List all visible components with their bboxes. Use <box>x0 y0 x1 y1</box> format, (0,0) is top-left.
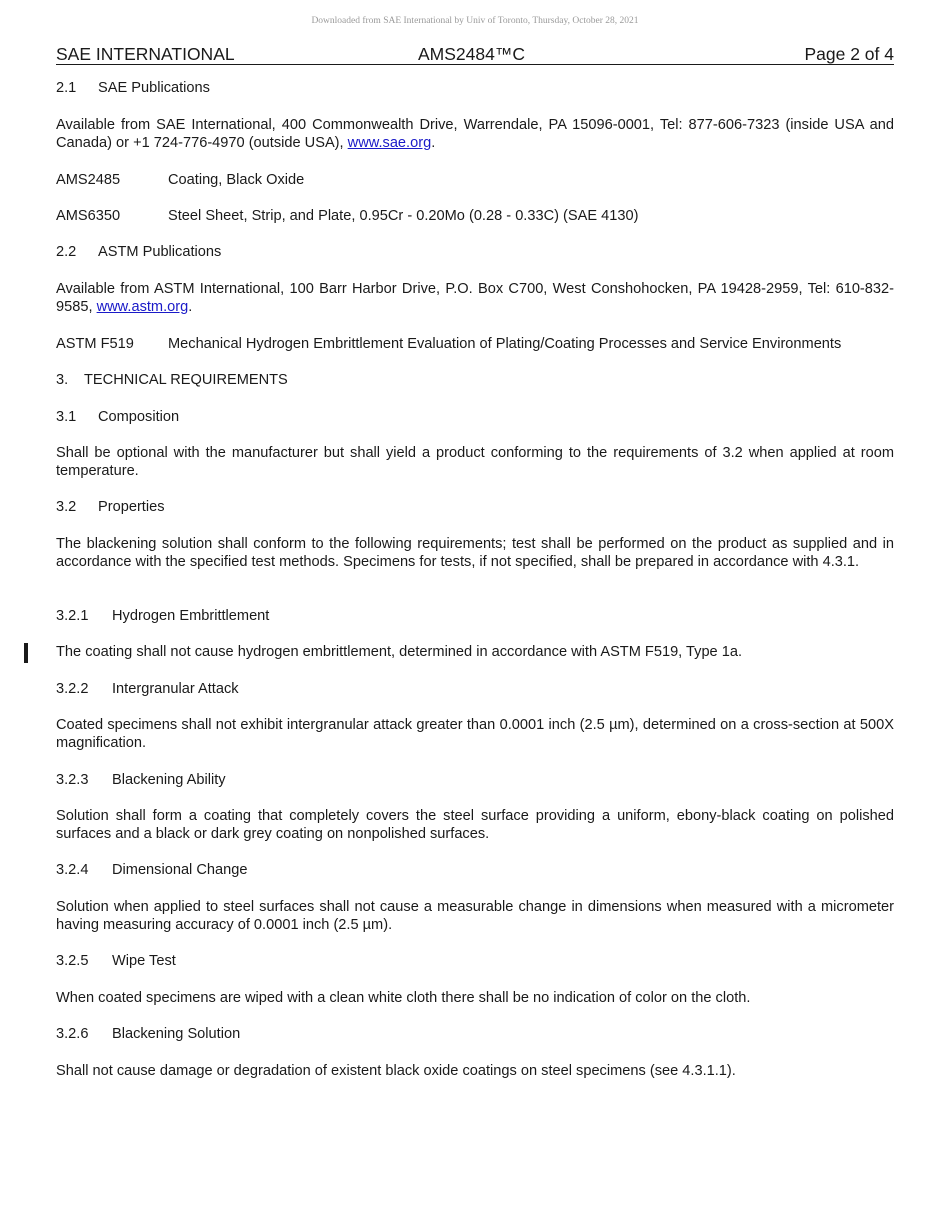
reference-row <box>56 335 894 353</box>
section-number: 3.2.4 <box>56 862 89 878</box>
section-title: Hydrogen Embrittlement <box>112 608 270 624</box>
section-3-2-heading <box>56 498 894 516</box>
section-number: 3. <box>56 372 69 388</box>
paragraph-text: Available from SAE International, 400 Commonwealth Drive, Warrendale, PA 15096-0001, Tel: 877-606-7323 (inside USA and Canada) or +1 724-776-4970 (outside USA), <box>56 117 894 151</box>
section-3-2-1-text: The coating shall not cause hydrogen embrittlement, determined in accordance with ASTM F519, Type 1a. <box>56 644 743 660</box>
section-number: 2.2 <box>56 244 77 260</box>
header-page-number: Page 2 of 4 <box>804 44 894 64</box>
section-number: 3.2 <box>56 499 77 515</box>
section-title: SAE Publications <box>98 80 210 96</box>
section-3-2-5-text: When coated specimens are wiped with a clean white cloth there shall be no indication of color on the cloth. <box>56 990 751 1006</box>
section-number: 3.2.1 <box>56 608 89 624</box>
reference-code: AMS2485 <box>56 172 121 188</box>
header-doc-number: AMS2484™C <box>418 44 525 64</box>
section-3-2-6-heading <box>56 1025 894 1043</box>
reference-title: Steel Sheet, Strip, and Plate, 0.95Cr - 0.20Mo (0.28 - 0.33C) (SAE 4130) <box>168 208 639 224</box>
section-title: Blackening Ability <box>112 772 226 788</box>
section-3-2-1-heading <box>56 607 894 625</box>
section-3-2-text: The blackening solution shall conform to the following requirements; test shall be performed on the product as supplied and in accordance with the specified test methods. Specimens for tests, if not specified, shall be prepared in accordance with 4.3.1. <box>56 536 894 570</box>
section-3-heading <box>56 371 894 389</box>
reference-code: ASTM F519 <box>56 336 134 352</box>
section-title: Dimensional Change <box>112 862 248 878</box>
section-number: 3.2.6 <box>56 1026 89 1042</box>
section-2-1-heading <box>56 79 894 97</box>
section-number: 3.2.5 <box>56 953 89 969</box>
paragraph-text: Available from ASTM International, 100 Barr Harbor Drive, P.O. Box C700, West Conshohocken, PA 19428-2959, Tel: 610-832-9585, <box>56 281 894 315</box>
section-3-1-text: Shall be optional with the manufacturer but shall yield a product conforming to the requirements of 3.2 when applied at room temperature. <box>56 445 894 479</box>
section-number: 3.2.2 <box>56 681 89 697</box>
reference-title: Coating, Black Oxide <box>168 172 305 188</box>
sae-link[interactable]: www.sae.org <box>347 135 432 151</box>
astm-link[interactable]: www.astm.org <box>96 299 189 315</box>
section-3-2-4-heading <box>56 861 894 879</box>
section-title: TECHNICAL REQUIREMENTS <box>84 372 288 388</box>
section-number: 3.1 <box>56 409 77 425</box>
reference-row <box>56 207 894 225</box>
astm-availability-paragraph: Available from ASTM International, 100 Barr Harbor Drive, P.O. Box C700, West Conshohocken, PA 19428-2959, Tel: 610-832-9585, www.astm.org. <box>56 281 894 315</box>
section-title: Intergranular Attack <box>112 681 239 697</box>
sae-availability-paragraph: Available from SAE International, 400 Commonwealth Drive, Warrendale, PA 15096-0001, Tel: 877-606-7323 (inside USA and Canada) or +1 724-776-4970 (outside USA), www.sae.org. <box>56 117 894 151</box>
reference-title: Mechanical Hydrogen Embrittlement Evaluation of Plating/Coating Processes and Service Environments <box>168 336 842 352</box>
download-watermark: Downloaded from SAE International by Univ of Toronto, Thursday, October 28, 2021 <box>311 16 639 26</box>
section-3-2-4-text: Solution when applied to steel surfaces shall not cause a measurable change in dimensions when measured with a micrometer having measuring accuracy of 0.0001 inch (2.5 µm). <box>56 899 894 933</box>
section-3-2-2-text: Coated specimens shall not exhibit intergranular attack greater than 0.0001 inch (2.5 µm), determined on a cross-section at 500X magnification. <box>56 717 894 751</box>
change-bar <box>24 643 28 663</box>
section-title: Wipe Test <box>112 953 176 969</box>
section-3-1-heading <box>56 408 894 426</box>
section-2-2-heading <box>56 243 894 261</box>
section-number: 2.1 <box>56 80 77 96</box>
section-title: Composition <box>98 409 180 425</box>
section-3-2-5-heading <box>56 952 894 970</box>
section-title: ASTM Publications <box>98 244 222 260</box>
page-header <box>56 44 894 65</box>
header-org: SAE INTERNATIONAL <box>56 44 235 64</box>
section-title: Properties <box>98 499 165 515</box>
reference-code: AMS6350 <box>56 208 121 224</box>
section-number: 3.2.3 <box>56 772 89 788</box>
section-3-2-3-heading <box>56 771 894 789</box>
reference-row <box>56 171 894 189</box>
section-3-2-2-heading <box>56 680 894 698</box>
section-3-2-3-text: Solution shall form a coating that completely covers the steel surface providing a uniform, ebony-black coating on polished surfaces and a black or dark grey coating on nonpolished surfaces. <box>56 808 894 842</box>
section-title: Blackening Solution <box>112 1026 241 1042</box>
section-3-2-6-text: Shall not cause damage or degradation of existent black oxide coatings on steel specimens (see 4.3.1.1). <box>56 1063 736 1079</box>
